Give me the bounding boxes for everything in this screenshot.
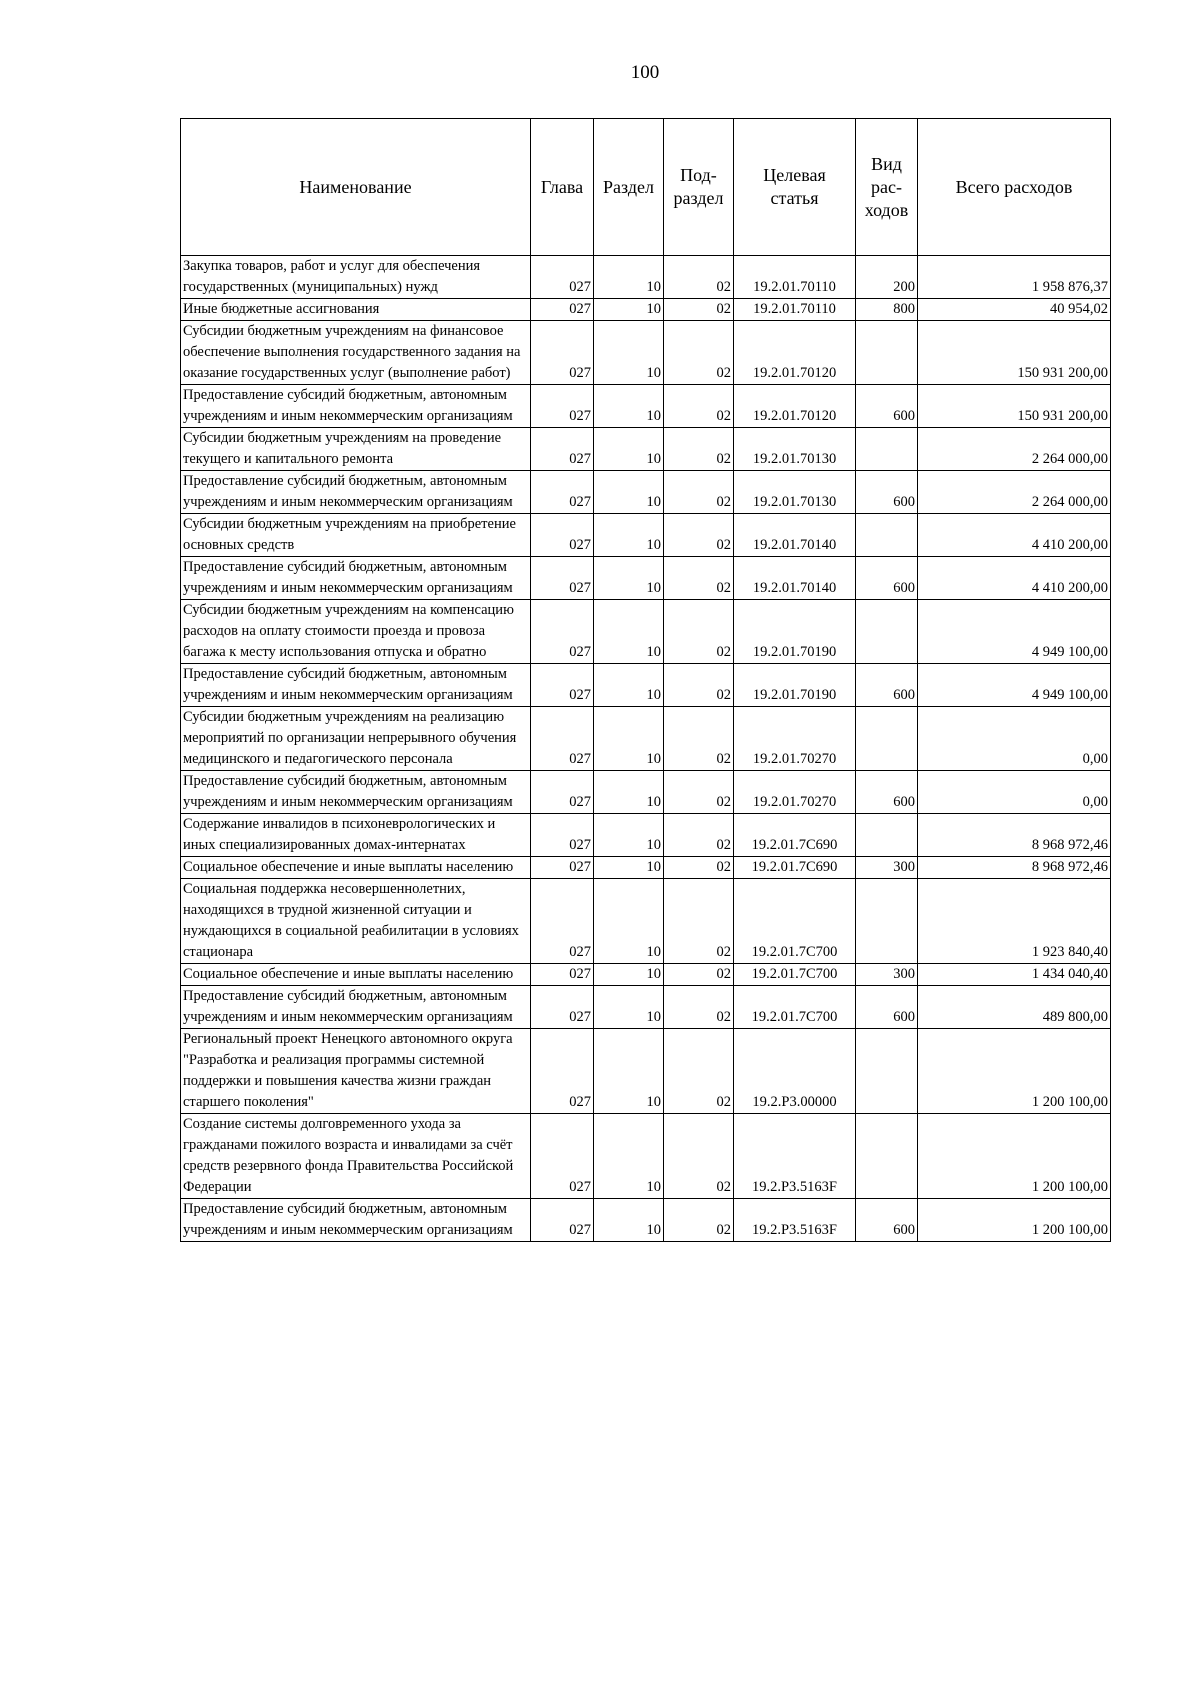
cell-name: Субсидии бюджетным учреждениям на реализацию мероприятий по организации непрерывного обучения медицинского и педагогического персонала — [181, 707, 531, 771]
cell-podrazdel: 02 — [664, 557, 734, 600]
cell-total: 1 958 876,37 — [918, 256, 1111, 299]
cell-statya: 19.2.01.70190 — [734, 600, 856, 664]
cell-total: 1 434 040,40 — [918, 964, 1111, 986]
table-header-row — [181, 119, 1111, 256]
cell-glava: 027 — [531, 385, 594, 428]
cell-statya: 19.2.01.70120 — [734, 385, 856, 428]
cell-name: Создание системы долговременного ухода за гражданами пожилого возраста и инвалидами за счёт средств резервного фонда Правительства Российской Федерации — [181, 1114, 531, 1199]
cell-podrazdel: 02 — [664, 771, 734, 814]
cell-glava: 027 — [531, 857, 594, 879]
header-podrazdel: Под- раздел — [664, 119, 734, 256]
cell-podrazdel: 02 — [664, 514, 734, 557]
table-body — [181, 256, 1111, 1242]
cell-total: 40 954,02 — [918, 299, 1111, 321]
cell-vid: 600 — [856, 385, 918, 428]
table-row — [181, 879, 1111, 964]
cell-total: 4 949 100,00 — [918, 664, 1111, 707]
cell-vid — [856, 1114, 918, 1199]
cell-total: 1 200 100,00 — [918, 1199, 1111, 1242]
table-row — [181, 771, 1111, 814]
cell-glava: 027 — [531, 471, 594, 514]
cell-name: Предоставление субсидий бюджетным, автономным учреждениям и иным некоммерческим организациям — [181, 771, 531, 814]
cell-name: Социальная поддержка несовершеннолетних, находящихся в трудной жизненной ситуации и нуждающихся в социальной реабилитации в условиях стационара — [181, 879, 531, 964]
cell-name: Предоставление субсидий бюджетным, автономным учреждениям и иным некоммерческим организациям — [181, 385, 531, 428]
cell-statya: 19.2.01.7С700 — [734, 879, 856, 964]
cell-name: Субсидии бюджетным учреждениям на компенсацию расходов на оплату стоимости проезда и провоза багажа к месту использования отпуска и обратно — [181, 600, 531, 664]
cell-vid: 600 — [856, 471, 918, 514]
cell-glava: 027 — [531, 879, 594, 964]
cell-name: Субсидии бюджетным учреждениям на приобретение основных средств — [181, 514, 531, 557]
cell-razdel: 10 — [594, 1029, 664, 1114]
cell-vid — [856, 814, 918, 857]
cell-razdel: 10 — [594, 428, 664, 471]
cell-glava: 027 — [531, 964, 594, 986]
cell-statya: 19.2.01.70110 — [734, 299, 856, 321]
cell-name: Закупка товаров, работ и услуг для обеспечения государственных (муниципальных) нужд — [181, 256, 531, 299]
cell-name: Субсидии бюджетным учреждениям на проведение текущего и капитального ремонта — [181, 428, 531, 471]
cell-razdel: 10 — [594, 857, 664, 879]
cell-podrazdel: 02 — [664, 986, 734, 1029]
cell-statya: 19.2.01.7С700 — [734, 986, 856, 1029]
cell-glava: 027 — [531, 707, 594, 771]
cell-total: 1 200 100,00 — [918, 1114, 1111, 1199]
budget-table — [180, 118, 1111, 1242]
cell-glava: 027 — [531, 986, 594, 1029]
table-row — [181, 514, 1111, 557]
table-row — [181, 299, 1111, 321]
table-row — [181, 557, 1111, 600]
cell-statya: 19.2.01.70120 — [734, 321, 856, 385]
table-row — [181, 1029, 1111, 1114]
cell-podrazdel: 02 — [664, 1114, 734, 1199]
cell-vid: 600 — [856, 1199, 918, 1242]
cell-podrazdel: 02 — [664, 600, 734, 664]
cell-glava: 027 — [531, 299, 594, 321]
cell-podrazdel: 02 — [664, 1199, 734, 1242]
cell-glava: 027 — [531, 428, 594, 471]
cell-total: 4 949 100,00 — [918, 600, 1111, 664]
cell-name: Социальное обеспечение и иные выплаты населению — [181, 964, 531, 986]
cell-statya: 19.2.Р3.5163F — [734, 1114, 856, 1199]
cell-glava: 027 — [531, 600, 594, 664]
cell-razdel: 10 — [594, 600, 664, 664]
table-row — [181, 428, 1111, 471]
cell-total: 4 410 200,00 — [918, 514, 1111, 557]
cell-glava: 027 — [531, 557, 594, 600]
cell-razdel: 10 — [594, 299, 664, 321]
table-row — [181, 986, 1111, 1029]
cell-total: 0,00 — [918, 771, 1111, 814]
cell-glava: 027 — [531, 1114, 594, 1199]
cell-name: Социальное обеспечение и иные выплаты населению — [181, 857, 531, 879]
cell-statya: 19.2.01.70270 — [734, 707, 856, 771]
table-row — [181, 1114, 1111, 1199]
cell-statya: 19.2.01.7С690 — [734, 814, 856, 857]
cell-statya: 19.2.01.7С700 — [734, 964, 856, 986]
cell-total: 150 931 200,00 — [918, 321, 1111, 385]
cell-podrazdel: 02 — [664, 964, 734, 986]
cell-podrazdel: 02 — [664, 707, 734, 771]
cell-vid: 600 — [856, 986, 918, 1029]
cell-vid: 200 — [856, 256, 918, 299]
cell-name: Субсидии бюджетным учреждениям на финансовое обеспечение выполнения государственного задания на оказание государственных услуг (выполнение работ) — [181, 321, 531, 385]
header-vid: Вид рас- ходов — [856, 119, 918, 256]
cell-razdel: 10 — [594, 664, 664, 707]
cell-total: 1 923 840,40 — [918, 879, 1111, 964]
cell-vid: 300 — [856, 857, 918, 879]
cell-name: Предоставление субсидий бюджетным, автономным учреждениям и иным некоммерческим организациям — [181, 1199, 531, 1242]
cell-razdel: 10 — [594, 879, 664, 964]
cell-name: Содержание инвалидов в психоневрологических и иных специализированных домах-интернатах — [181, 814, 531, 857]
cell-podrazdel: 02 — [664, 299, 734, 321]
cell-podrazdel: 02 — [664, 857, 734, 879]
cell-statya: 19.2.01.70130 — [734, 428, 856, 471]
cell-razdel: 10 — [594, 771, 664, 814]
cell-razdel: 10 — [594, 385, 664, 428]
cell-vid — [856, 514, 918, 557]
cell-name: Региональный проект Ненецкого автономного округа "Разработка и реализация программы системной поддержки и повышения качества жизни граждан старшего поколения" — [181, 1029, 531, 1114]
cell-podrazdel: 02 — [664, 321, 734, 385]
cell-glava: 027 — [531, 1029, 594, 1114]
cell-podrazdel: 02 — [664, 256, 734, 299]
cell-razdel: 10 — [594, 256, 664, 299]
cell-total: 0,00 — [918, 707, 1111, 771]
cell-vid — [856, 600, 918, 664]
cell-statya: 19.2.01.70190 — [734, 664, 856, 707]
header-glava: Глава — [531, 119, 594, 256]
cell-razdel: 10 — [594, 986, 664, 1029]
cell-vid — [856, 321, 918, 385]
cell-vid: 600 — [856, 664, 918, 707]
cell-vid — [856, 707, 918, 771]
table-row — [181, 707, 1111, 771]
cell-statya: 19.2.01.70110 — [734, 256, 856, 299]
table-row — [181, 964, 1111, 986]
cell-name: Предоставление субсидий бюджетным, автономным учреждениям и иным некоммерческим организациям — [181, 557, 531, 600]
table-row — [181, 1199, 1111, 1242]
header-total: Всего расходов — [918, 119, 1111, 256]
cell-razdel: 10 — [594, 557, 664, 600]
cell-statya: 19.2.Р3.5163F — [734, 1199, 856, 1242]
table-row — [181, 471, 1111, 514]
cell-total: 489 800,00 — [918, 986, 1111, 1029]
table-row — [181, 385, 1111, 428]
cell-total: 2 264 000,00 — [918, 428, 1111, 471]
cell-statya: 19.2.01.70140 — [734, 557, 856, 600]
cell-total: 150 931 200,00 — [918, 385, 1111, 428]
cell-razdel: 10 — [594, 471, 664, 514]
cell-vid: 600 — [856, 557, 918, 600]
cell-glava: 027 — [531, 256, 594, 299]
header-razdel: Раздел — [594, 119, 664, 256]
cell-razdel: 10 — [594, 964, 664, 986]
cell-glava: 027 — [531, 664, 594, 707]
cell-razdel: 10 — [594, 1199, 664, 1242]
cell-total: 4 410 200,00 — [918, 557, 1111, 600]
table-row — [181, 321, 1111, 385]
cell-vid: 300 — [856, 964, 918, 986]
page-number: 100 — [630, 62, 660, 83]
cell-name: Иные бюджетные ассигнования — [181, 299, 531, 321]
cell-statya: 19.2.01.70130 — [734, 471, 856, 514]
cell-total: 8 968 972,46 — [918, 857, 1111, 879]
cell-total: 8 968 972,46 — [918, 814, 1111, 857]
table-row — [181, 664, 1111, 707]
cell-glava: 027 — [531, 814, 594, 857]
cell-glava: 027 — [531, 514, 594, 557]
cell-podrazdel: 02 — [664, 385, 734, 428]
cell-name: Предоставление субсидий бюджетным, автономным учреждениям и иным некоммерческим организациям — [181, 471, 531, 514]
cell-vid — [856, 879, 918, 964]
table-row — [181, 857, 1111, 879]
cell-name: Предоставление субсидий бюджетным, автономным учреждениям и иным некоммерческим организациям — [181, 664, 531, 707]
cell-razdel: 10 — [594, 814, 664, 857]
cell-razdel: 10 — [594, 1114, 664, 1199]
cell-podrazdel: 02 — [664, 814, 734, 857]
cell-podrazdel: 02 — [664, 664, 734, 707]
header-name: Наименование — [181, 119, 531, 256]
cell-statya: 19.2.01.70270 — [734, 771, 856, 814]
cell-statya: 19.2.Р3.00000 — [734, 1029, 856, 1114]
cell-razdel: 10 — [594, 321, 664, 385]
cell-podrazdel: 02 — [664, 428, 734, 471]
table-row — [181, 600, 1111, 664]
cell-razdel: 10 — [594, 514, 664, 557]
cell-vid — [856, 1029, 918, 1114]
cell-name: Предоставление субсидий бюджетным, автономным учреждениям и иным некоммерческим организациям — [181, 986, 531, 1029]
cell-podrazdel: 02 — [664, 879, 734, 964]
cell-total: 2 264 000,00 — [918, 471, 1111, 514]
cell-vid: 600 — [856, 771, 918, 814]
cell-glava: 027 — [531, 771, 594, 814]
cell-statya: 19.2.01.70140 — [734, 514, 856, 557]
table-row — [181, 256, 1111, 299]
cell-vid — [856, 428, 918, 471]
cell-glava: 027 — [531, 1199, 594, 1242]
cell-total: 1 200 100,00 — [918, 1029, 1111, 1114]
cell-glava: 027 — [531, 321, 594, 385]
cell-podrazdel: 02 — [664, 1029, 734, 1114]
cell-razdel: 10 — [594, 707, 664, 771]
cell-podrazdel: 02 — [664, 471, 734, 514]
cell-vid: 800 — [856, 299, 918, 321]
table-row — [181, 814, 1111, 857]
cell-statya: 19.2.01.7С690 — [734, 857, 856, 879]
header-statya: Целевая статья — [734, 119, 856, 256]
